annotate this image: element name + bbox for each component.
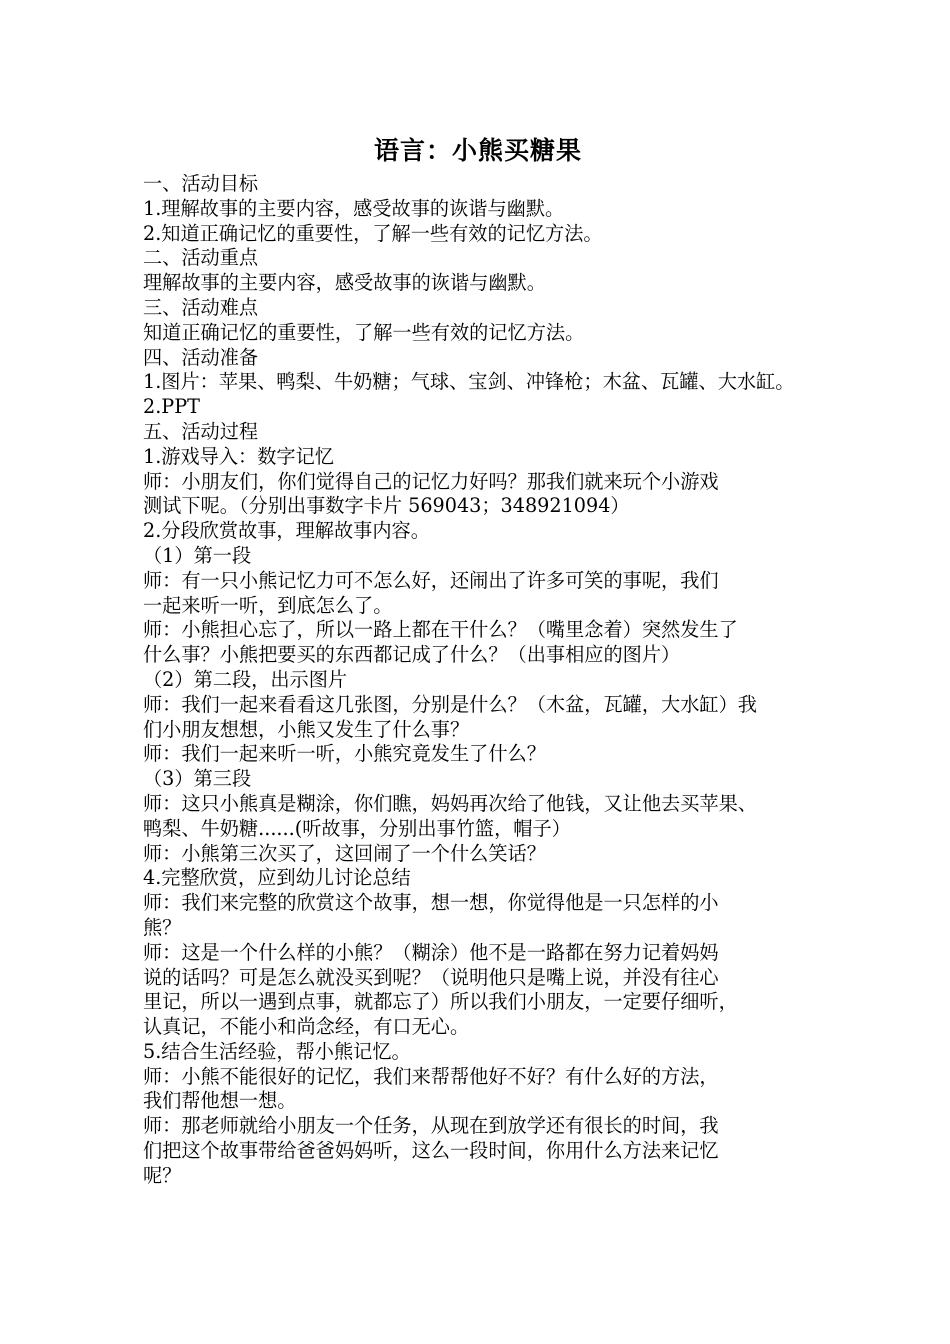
body-line: 们把这个故事带给爸爸妈妈听，这么一段时间，你用什么方法来记忆 xyxy=(143,1139,719,1163)
document-title: 语言：小熊买糖果 xyxy=(373,136,582,165)
document-body xyxy=(143,172,813,1189)
process-step-1-heading: 1.游戏导入：数字记忆 xyxy=(143,444,334,468)
key-point-text: 理解故事的主要内容，感受故事的诙谐与幽默。 xyxy=(143,271,546,295)
preparation-item-1: 1.图片：苹果、鸭梨、牛奶糖；气球、宝剑、冲锋枪；木盆、瓦罐、大水缸。 xyxy=(143,370,795,394)
goal-item-1: 1.理解故事的主要内容，感受故事的诙谐与幽默。 xyxy=(143,196,565,220)
section-heading-key-points: 二、活动重点 xyxy=(143,246,259,270)
body-line: 里记，所以一遇到点事，就都忘了）所以我们小朋友，一定要仔细听， xyxy=(143,990,738,1014)
body-line: 师：小熊不能很好的记忆，我们来帮帮他好不好？有什么好的方法， xyxy=(143,1064,719,1088)
segment-2-heading: （2）第二段，出示图片 xyxy=(143,667,348,691)
body-line: 们小朋友想想，小熊又发生了什么事？ xyxy=(143,717,470,741)
body-line: 我们帮他想一想。 xyxy=(143,1089,297,1113)
preparation-item-2: 2.PPT xyxy=(143,395,200,419)
body-line: 师：小朋友们，你们觉得自己的记忆力好吗？那我们就来玩个小游戏 xyxy=(143,469,719,493)
body-line: 师：有一只小熊记忆力可不怎么好，还闹出了许多可笑的事呢，我们 xyxy=(143,568,719,592)
section-heading-goals: 一、活动目标 xyxy=(143,172,259,195)
body-line: 师：我们一起来听一听，小熊究竟发生了什么？ xyxy=(143,742,546,766)
goal-item-2: 2.知道正确记忆的重要性，了解一些有效的记忆方法。 xyxy=(143,221,603,245)
difficulty-text: 知道正确记忆的重要性，了解一些有效的记忆方法。 xyxy=(143,320,585,344)
body-line: 师：那老师就给小朋友一个任务，从现在到放学还有很长的时间，我 xyxy=(143,1114,719,1138)
process-step-2-heading: 2.分段欣赏故事，理解故事内容。 xyxy=(143,519,430,543)
body-line: 呢？ xyxy=(143,1163,182,1187)
segment-3-heading: （3）第三段 xyxy=(143,767,252,791)
section-heading-difficulties: 三、活动难点 xyxy=(143,295,259,319)
body-line: 鸭梨、牛奶糖......(听故事，分别出事竹篮，帽子） xyxy=(143,816,571,840)
body-line: 熊？ xyxy=(143,915,182,939)
body-line: 认真记，不能小和尚念经，有口无心。 xyxy=(143,1015,470,1039)
body-line: 师：这只小熊真是糊涂，你们瞧，妈妈再次给了他钱，又让他去买苹果、 xyxy=(143,791,757,815)
section-heading-preparation: 四、活动准备 xyxy=(143,345,259,369)
process-step-4-heading: 4.完整欣赏，应到幼儿讨论总结 xyxy=(143,866,411,890)
process-step-5-heading: 5.结合生活经验，帮小熊记忆。 xyxy=(143,1039,411,1063)
body-line: 师：小熊担心忘了，所以一路上都在干什么？（嘴里念着）突然发生了 xyxy=(143,618,738,642)
body-line: 师：我们来完整的欣赏这个故事，想一想，你觉得他是一只怎样的小 xyxy=(143,891,719,915)
segment-1-heading: （1）第一段 xyxy=(143,543,252,567)
section-heading-process: 五、活动过程 xyxy=(143,419,259,443)
body-line: 师：这是一个什么样的小熊？（糊涂）他不是一路都在努力记着妈妈 xyxy=(143,940,719,964)
body-line: 师：我们一起来看看这几张图，分别是什么？（木盆，瓦罐，大水缸）我 xyxy=(143,692,757,716)
body-line: 说的话吗？可是怎么就没买到呢？（说明他只是嘴上说，并没有往心 xyxy=(143,965,719,989)
body-line: 什么事？小熊把要买的东西都记成了什么？（出事相应的图片） xyxy=(143,643,681,667)
body-line: 测试下呢。（分别出事数字卡片 569043；348921094） xyxy=(143,494,630,518)
body-line: 师：小熊第三次买了，这回闹了一个什么笑话？ xyxy=(143,841,546,865)
body-line: 一起来听一听，到底怎么了。 xyxy=(143,593,393,617)
